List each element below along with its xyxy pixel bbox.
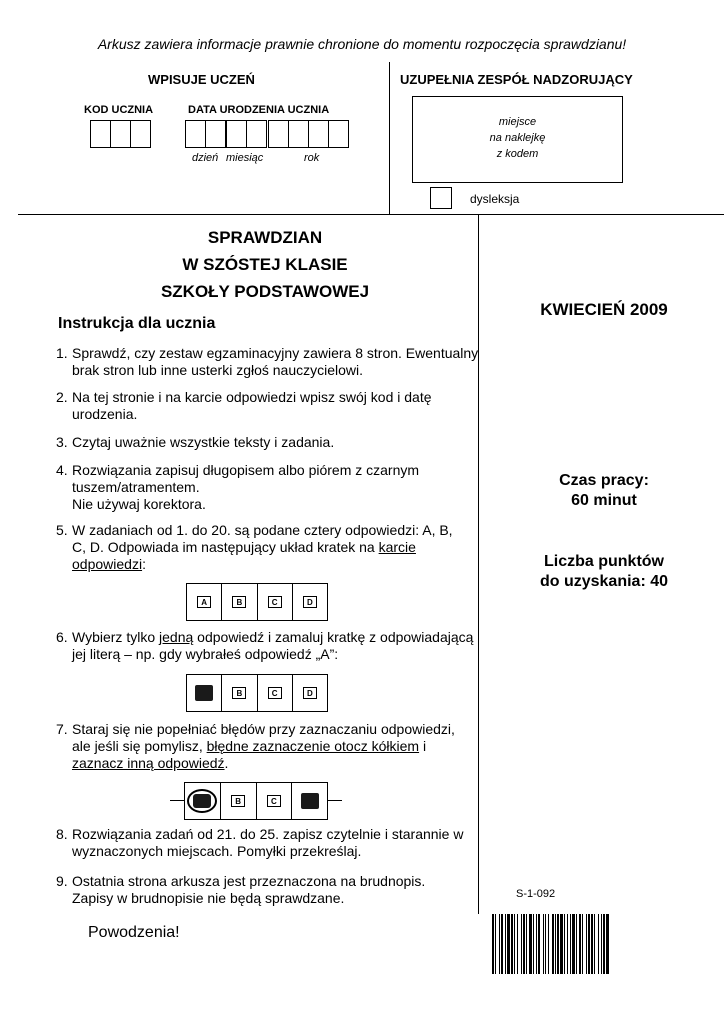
barcode-bar [505,914,506,974]
instruction-item [56,873,481,907]
exam-title-line: SPRAWDZIAN [207,228,323,247]
barcode-bar [586,914,587,974]
sticker-line: miejsce [498,116,537,128]
instruction-number: 1. [56,345,68,361]
answer-cell [257,783,293,819]
answer-cell [221,783,257,819]
points-value: do uzyskania: 40 [539,573,669,590]
code-box[interactable] [90,120,111,148]
instruction-text [72,629,477,663]
barcode-bar [499,914,500,974]
instruction-text: Sprawdź, czy zestaw egzaminacyjny zawiera 8 stron. Ewentualny brak stron lub inne usterki zgłoś nauczycielowi. [72,345,479,378]
barcode-bar [564,914,565,974]
answer-box-d: D [303,596,317,608]
barcode-bar [529,914,532,974]
instruction-item [56,522,481,573]
barcode-bar [576,914,577,974]
notice-text: Arkusz zawiera informacje prawnie chronione do momentu rozpoczęcia sprawdzianu! [97,36,627,52]
instruction-number: 4. [56,462,68,478]
exam-date: KWIECIEŃ 2009 [540,300,668,319]
barcode-bar [526,914,527,974]
dob-day-box[interactable] [205,120,226,148]
answer-cell [185,783,221,819]
circled-answer-a [187,789,217,813]
barcode-bar [543,914,544,974]
instruction-underlined: błędne zaznaczenie otocz kółkiem [206,738,420,754]
answer-box-c: C [268,596,282,608]
instruction-text-part: W zadaniach od 1. do 20. są podane cztery odpowiedzi: A, B, C, D. Odpowiada im następujący układ kratek na [72,522,453,555]
answer-grid-example [186,583,328,621]
instruction-text-part: Wybierz tylko [72,629,160,645]
strip-arrow-left [170,800,184,801]
barcode-icon [490,914,712,976]
instruction-text: Rozwiązania zadań od 21. do 25. zapisz czytelnie i starannie w wyznaczonych miejscach. Pomyłki przekreślaj. [72,826,464,859]
header-divider-horizontal [18,214,724,215]
instruction-text-part: : [142,556,146,572]
answer-box-a: A [197,596,211,608]
dob-month-label: miesiąc [226,152,264,164]
instruction-text [72,721,477,772]
barcode-bar [507,914,510,974]
instruction-number: 2. [56,389,68,405]
instruction-text: Na tej stronie i na karcie odpowiedzi wpisz swój kod i datę urodzenia. [72,389,432,422]
barcode-bar [521,914,522,974]
dob-year-box[interactable] [308,120,329,148]
barcode-bar [572,914,575,974]
barcode-bar [591,914,593,974]
barcode-bar [603,914,605,974]
instruction-text: Czytaj uważnie wszystkie teksty i zadania. [72,434,335,450]
barcode-bar [492,914,494,974]
barcode-bar [517,914,518,974]
barcode-bar [560,914,563,974]
instruction-number: 3. [56,434,68,450]
answer-cell [187,584,222,620]
filled-answer-d [301,793,319,809]
answer-box-c: C [268,687,282,699]
instruction-text-part: odpowiedź i zamaluj kratkę z odpowiadającą jej literą – np. gdy wybrałeś odpowiedź „A”: [72,629,474,662]
barcode-bar [548,914,549,974]
barcode-bar [582,914,583,974]
dob-year-box[interactable] [288,120,309,148]
sticker-line: na naklejkę [489,132,546,144]
barcode-bar [594,914,595,974]
dob-year-box[interactable] [328,120,349,148]
instruction-number: 7. [56,721,68,737]
dob-month-box[interactable] [246,120,267,148]
answer-box-b: B [231,795,245,807]
instruction-number: 5. [56,522,68,538]
barcode-bar [536,914,537,974]
code-box[interactable] [110,120,131,148]
dob-month-box[interactable] [226,120,247,148]
time-value: 60 minut [571,492,637,509]
exam-title-line: W SZÓSTEJ KLASIE [182,255,348,274]
answer-box-b: B [232,687,246,699]
instruction-underlined: zaznacz inną odpowiedź [72,755,225,771]
filled-answer-a [193,794,211,808]
barcode-bar [533,914,534,974]
student-code-label: KOD UCZNIA [84,104,154,116]
instruction-item [56,434,481,451]
dob-day-label: dzień [192,152,219,164]
barcode-bar [538,914,540,974]
instruction-item [56,721,481,772]
sheet-code: S-1-092 [516,888,556,900]
instruction-text [72,522,467,573]
instruction-item [56,826,481,860]
barcode-bar [598,914,599,974]
student-section-title: WPISUJE UCZEŃ [148,72,255,87]
instruction-text-part: i [419,738,427,754]
answer-cell [258,675,293,711]
dob-label: DATA URODZENIA UCZNIA [188,104,330,116]
instruction-item [56,345,481,379]
strip-arrow-right [328,800,342,801]
answer-grid-correction-example [184,782,328,820]
barcode-bar [495,914,496,974]
dyslexia-label: dysleksja [470,192,520,206]
sticker-placeholder [412,96,623,183]
answer-box-b: B [232,596,246,608]
instruction-number: 9. [56,873,68,889]
barcode-bar [555,914,556,974]
instruction-text: Nie używaj korektora. [72,496,206,512]
good-luck-text: Powodzenia! [88,924,180,941]
instruction-underlined: jedną [159,629,194,645]
barcode-bar [523,914,525,974]
barcode-bar [606,914,609,974]
instruction-item [56,629,481,663]
barcode-bar [579,914,581,974]
team-section-title: UZUPEŁNIA ZESPÓŁ NADZORUJĄCY [400,72,633,87]
answer-box-d: D [303,687,317,699]
barcode-bar [557,914,559,974]
barcode-bar [511,914,513,974]
dyslexia-checkbox[interactable] [430,187,452,209]
dob-year-box[interactable] [268,120,289,148]
sticker-line: z kodem [496,148,539,160]
instruction-item [56,462,481,513]
answer-cell [222,675,257,711]
instruction-underlined: karcie odpowiedzi [72,539,416,572]
points-label: Liczba punktów [544,553,664,570]
instructions-heading: Instrukcja dla ucznia [58,315,216,332]
instruction-item [56,389,481,423]
answer-grid-filled-example [186,674,328,712]
answer-cell [187,675,222,711]
barcode-bar [567,914,568,974]
barcode-bar [552,914,554,974]
instruction-text-part: . [224,755,229,771]
answer-cell [258,584,293,620]
dob-year-label: rok [304,152,320,164]
answer-cell [292,783,327,819]
answer-cell [293,584,327,620]
instruction-number: 6. [56,629,68,645]
instruction-text: Ostatnia strona arkusza jest przeznaczona na brudnopis. Zapisy w brudnopisie nie będą sprawdzane. [72,873,426,906]
filled-answer-a [195,685,213,701]
exam-title-line: SZKOŁY PODSTAWOWEJ [160,282,370,301]
barcode-bar [601,914,602,974]
dob-day-box[interactable] [185,120,206,148]
instruction-text: Rozwiązania zapisuj długopisem albo piórem z czarnym tuszem/atramentem. [72,462,420,495]
header-divider-vertical [389,62,390,214]
answer-cell [222,584,257,620]
time-label: Czas pracy: [559,472,649,489]
barcode-bar [570,914,571,974]
barcode-bar [545,914,546,974]
barcode-bar [501,914,503,974]
barcode-bar [514,914,515,974]
answer-box-c: C [267,795,281,807]
answer-cell [293,675,327,711]
instruction-text-part: Staraj się nie popełniać błędów przy zaznaczaniu odpowiedzi, ale jeśli się pomylisz, [72,721,455,754]
instruction-number: 8. [56,826,68,842]
barcode-bar [588,914,590,974]
code-box[interactable] [130,120,151,148]
